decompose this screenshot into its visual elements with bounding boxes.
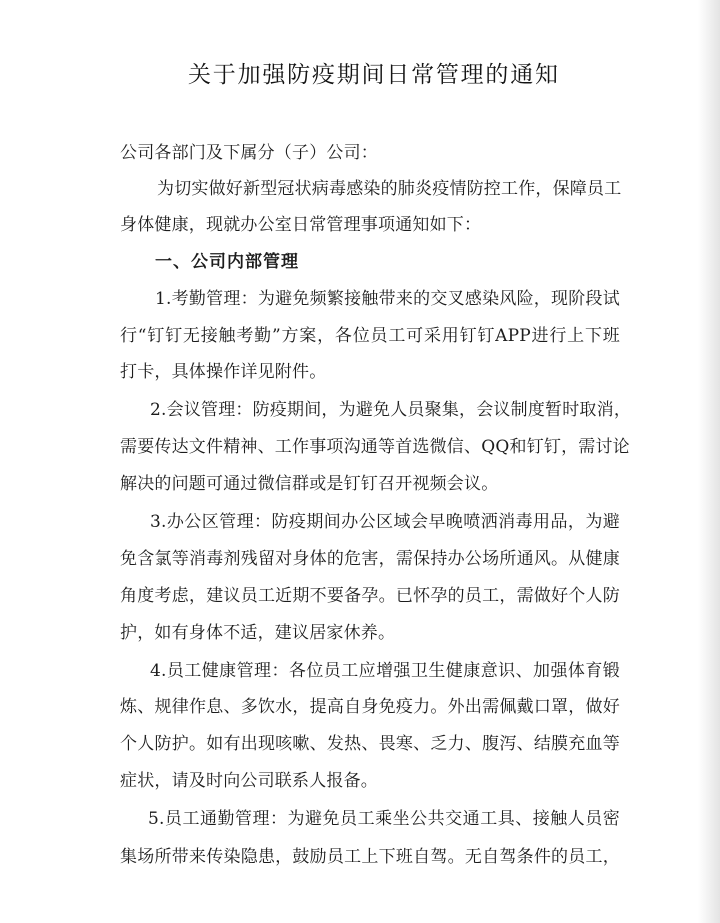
intro-line: 为切实做好新型冠状病毒感染的肺炎疫情防控工作，保障员工: [157, 179, 622, 199]
item-1-line: 1.考勤管理：为避免频繁接触带来的交叉感染风险，现阶段试: [155, 289, 620, 309]
intro-line: 身体健康，现就办公室日常管理事项通知如下：: [120, 215, 482, 235]
item-3-line: 角度考虑，建议员工近期不要备孕。已怀孕的员工，需做好个人防: [120, 586, 620, 606]
item-2-line: 解决的问题可通过微信群或是钉钉召开视频会议。: [120, 474, 499, 494]
document-title: 关于加强防疫期间日常管理的通知: [188, 62, 558, 88]
item-1-line: 行“钉钉无接触考勤”方案，各位员工可采用钉钉APP进行上下班: [120, 326, 620, 346]
item-4-line: 4.员工健康管理：各位员工应增强卫生健康意识、加强体育锻: [150, 661, 620, 681]
scan-edge-shadow: [698, 0, 720, 923]
item-5-line: 5.员工通勤管理：为避免员工乘坐公共交通工具、接触人员密: [148, 809, 620, 829]
item-3-line: 护，如有身体不适，建议居家休养。: [120, 623, 396, 643]
section-heading: 一、公司内部管理: [155, 252, 299, 272]
salutation: 公司各部门及下属分（子）公司：: [120, 143, 378, 163]
item-5-line: 集场所带来传染隐患，鼓励员工上下班自驾。无自驾条件的员工，: [120, 847, 620, 867]
item-1-line: 打卡，具体操作详见附件。: [120, 362, 327, 382]
item-3-line: 3.办公区管理：防疫期间办公区域会早晚喷洒消毒用品，为避: [150, 512, 620, 532]
item-4-line: 炼、规律作息、多饮水，提高自身免疫力。外出需佩戴口罩，做好: [120, 697, 620, 717]
item-3-line: 免含氯等消毒剂残留对身体的危害，需保持办公场所通风。从健康: [120, 549, 620, 569]
item-4-line: 个人防护。如有出现咳嗽、发热、畏寒、乏力、腹泻、结膜充血等: [120, 734, 620, 754]
item-4-line: 症状，请及时向公司联系人报备。: [120, 771, 378, 791]
item-2-line: 需要传达文件精神、工作事项沟通等首选微信、QQ和钉钉，需讨论: [120, 437, 630, 457]
item-2-line: 2.会议管理：防疫期间，为避免人员聚集，会议制度暂时取消，: [150, 400, 632, 420]
